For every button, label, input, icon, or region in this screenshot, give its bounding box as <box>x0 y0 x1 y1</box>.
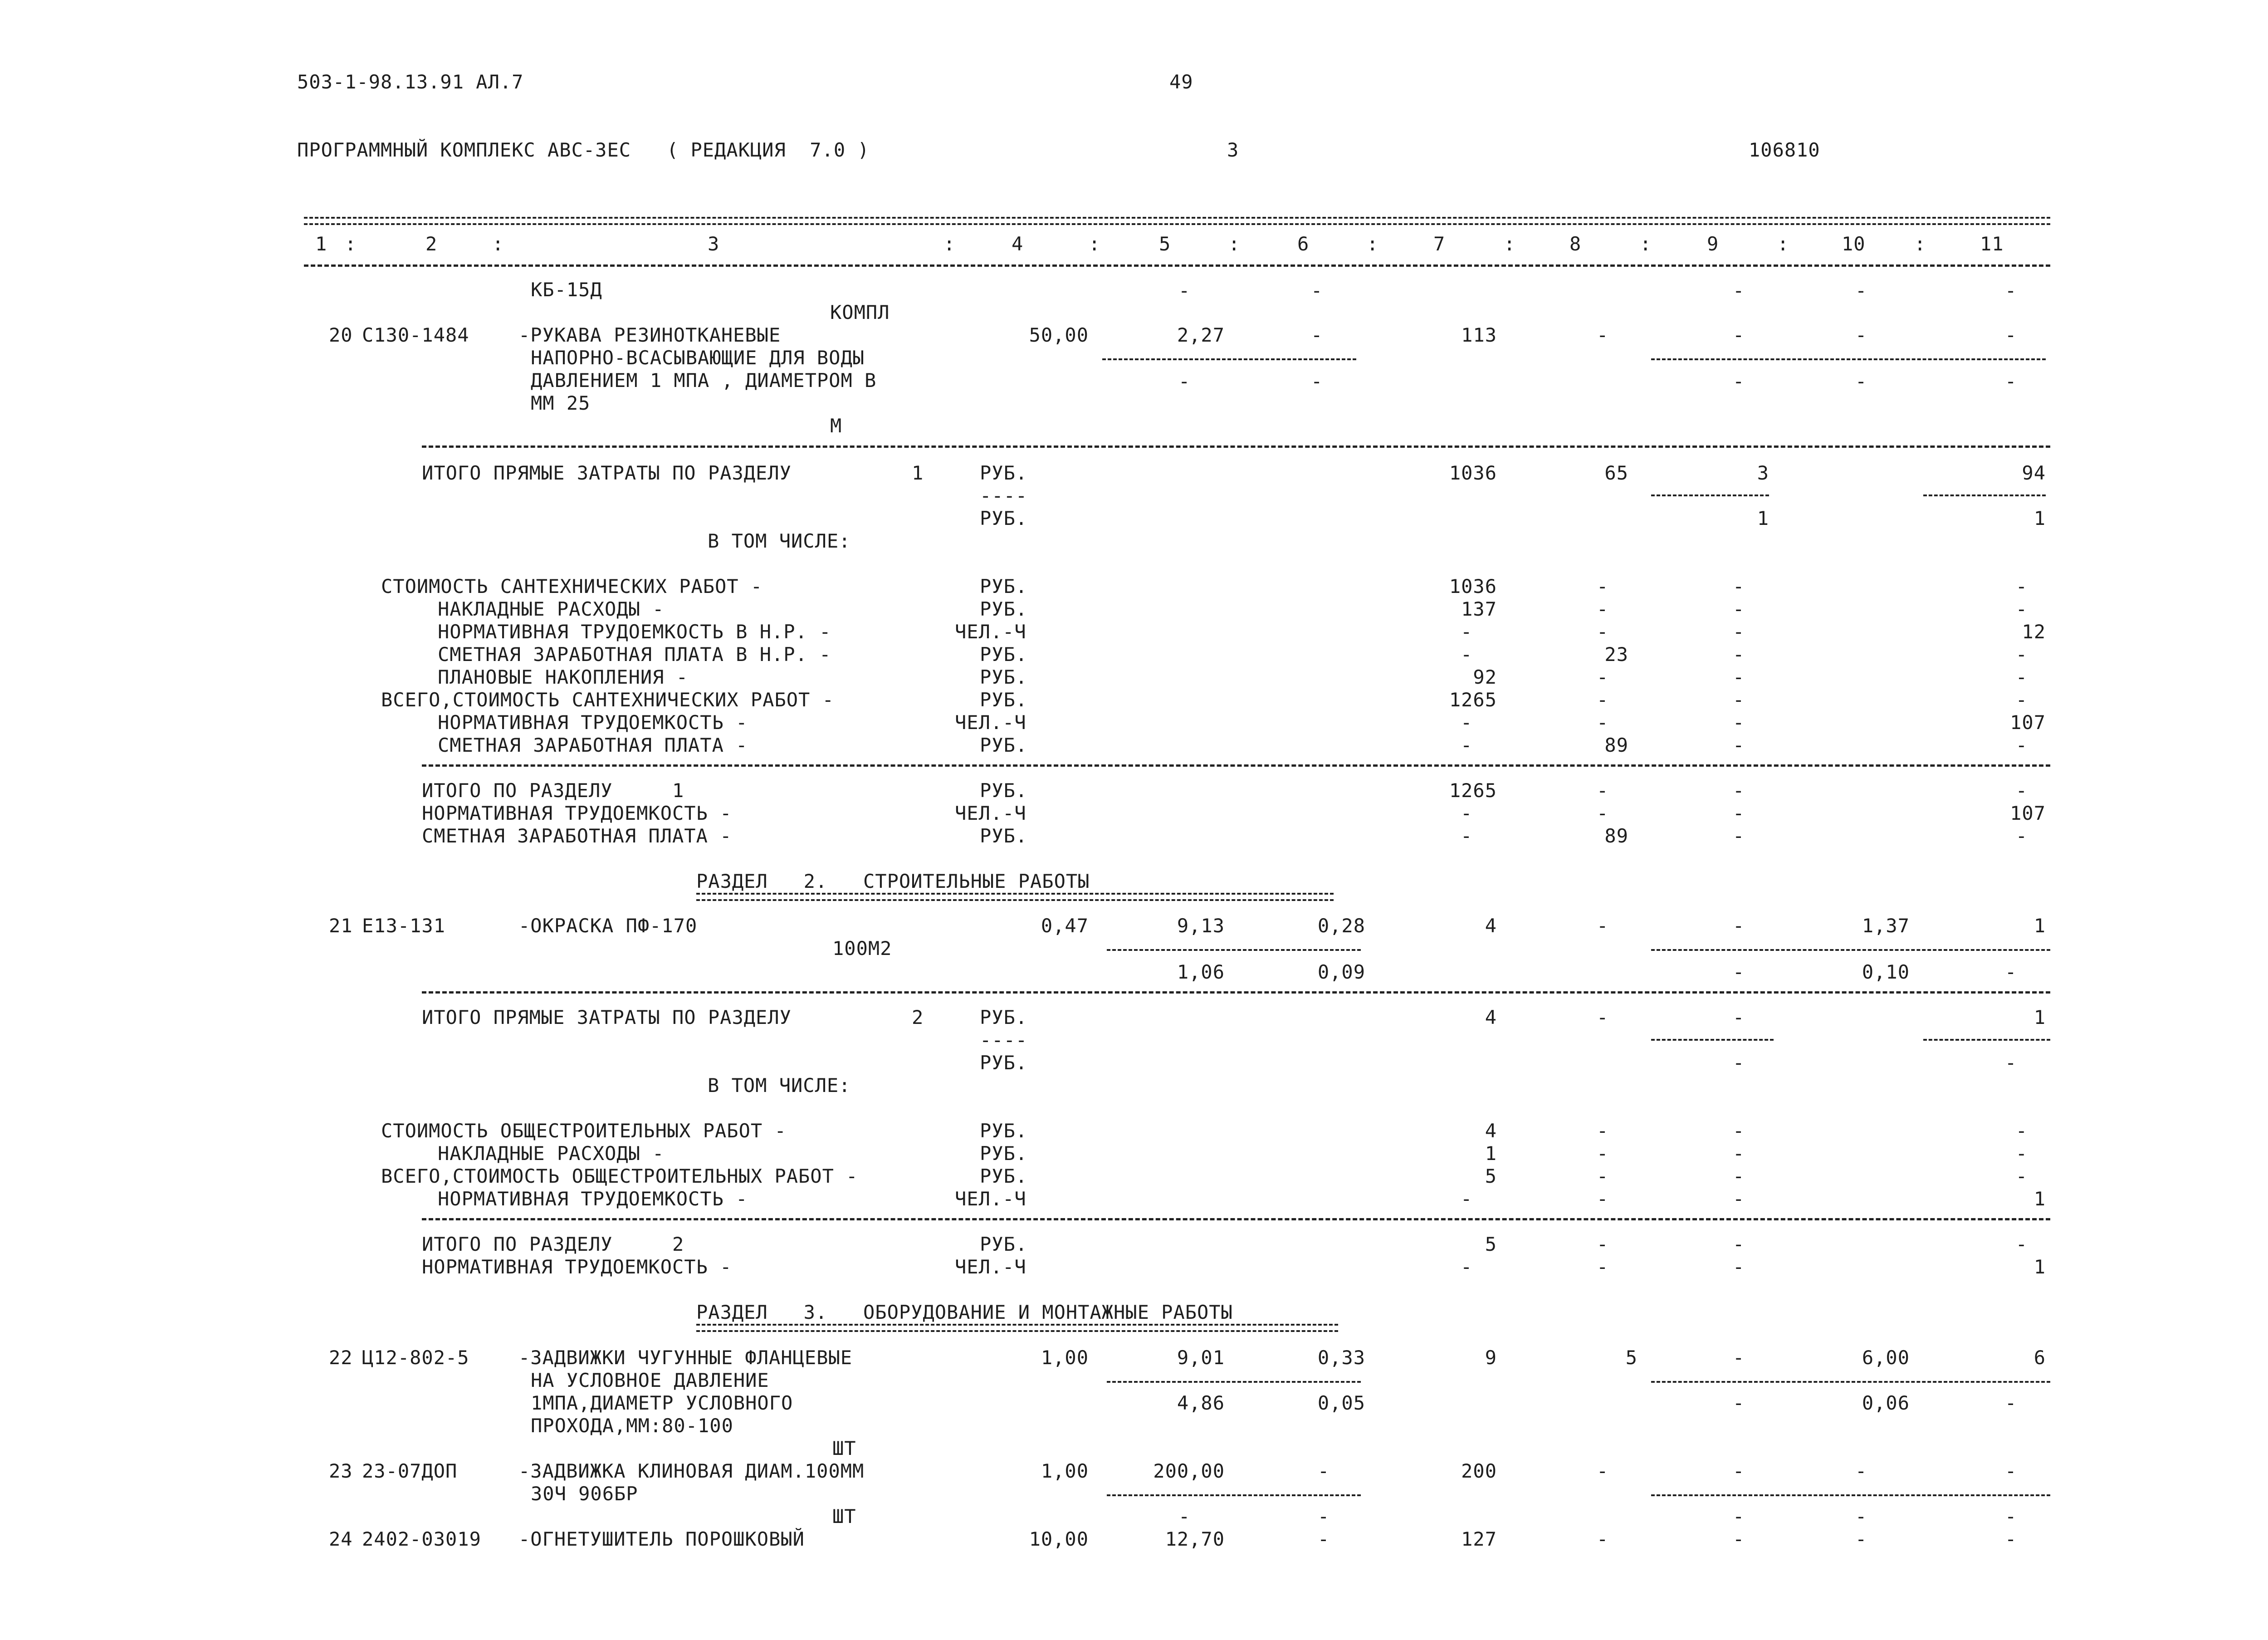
cell: - <box>1733 575 1745 597</box>
cell: - <box>1733 324 1745 346</box>
item-quantity: 1,00 <box>1041 1346 1089 1369</box>
cell: - <box>1733 915 1745 937</box>
sub-rule <box>1923 1039 2050 1041</box>
sub-rule <box>1107 1494 1361 1496</box>
cell: 89 <box>1604 734 1628 756</box>
cell: - <box>1733 961 1745 983</box>
cell: - <box>2015 1142 2028 1165</box>
cell: - <box>1597 575 1609 597</box>
cell: 107 <box>2010 802 2046 824</box>
item-name: ДАВЛЕНИЕМ 1 МПА , ДИАМЕТРОМ В <box>531 369 877 392</box>
cell: 0,05 <box>1317 1392 1365 1414</box>
total-label: ИТОГО ПРЯМЫЕ ЗАТРАТЫ ПО РАЗДЕЛУ <box>422 462 792 484</box>
section-title-underline <box>696 893 1334 901</box>
cell: 200 <box>1461 1460 1497 1482</box>
unit: РУБ. <box>980 779 1028 802</box>
cell: - <box>1733 1505 1745 1527</box>
cell: 92 <box>1473 666 1497 688</box>
cell: - <box>1733 825 1745 847</box>
unit: ЧЕЛ.-Ч <box>955 1256 1026 1278</box>
col-header: 8 <box>1569 233 1582 255</box>
cell: 200,00 <box>1153 1460 1225 1482</box>
cell: - <box>1733 279 1745 302</box>
cell: - <box>1733 1392 1745 1414</box>
cell: 4,86 <box>1177 1392 1225 1414</box>
unit: РУБ. <box>980 825 1028 847</box>
cell: - <box>2005 279 2017 302</box>
cell: - <box>1597 711 1609 734</box>
cell: 1 <box>2033 1006 2046 1028</box>
sub-rule <box>1651 949 2050 951</box>
cell: 1036 <box>1449 575 1497 597</box>
cell: - <box>1733 1528 1745 1550</box>
sub-rule <box>1651 494 1769 496</box>
cell: - <box>2015 575 2028 597</box>
cell: - <box>1178 279 1191 302</box>
cell: - <box>2005 370 2017 392</box>
cell: 1 <box>2033 915 2046 937</box>
unit: ЧЕЛ.-Ч <box>955 1188 1026 1210</box>
breakdown-label: ПЛАНОВЫЕ НАКОПЛЕНИЯ - <box>438 666 689 688</box>
cell: 94 <box>2022 462 2046 484</box>
cell: - <box>2005 324 2017 346</box>
cell: 5 <box>1625 1346 1637 1369</box>
cell: - <box>2005 961 2017 983</box>
col-header: 7 <box>1433 233 1446 255</box>
header-double-rule <box>304 217 2050 225</box>
section-title-underline <box>696 1324 1338 1332</box>
item-code: С130-1484 <box>362 324 469 346</box>
cell: - <box>1597 1165 1609 1187</box>
cell: 1 <box>1485 1142 1497 1165</box>
unit: ЧЕЛ.-Ч <box>955 621 1026 643</box>
unit: РУБ. <box>980 1142 1028 1165</box>
cell: - <box>1178 370 1191 392</box>
cell: - <box>1461 643 1473 666</box>
item-name: -ЗАДВИЖКА КЛИНОВАЯ ДИАМ.100ММ <box>518 1460 865 1482</box>
item-quantity: 1,00 <box>1041 1460 1089 1482</box>
unit: РУБ. <box>980 507 1028 529</box>
breakdown-label: СТОИМОСТЬ ОБЩЕСТРОИТЕЛЬНЫХ РАБОТ - <box>381 1120 787 1142</box>
subheading: В ТОМ ЧИСЛЕ: <box>708 530 851 552</box>
unit: РУБ. <box>980 1120 1028 1142</box>
cell: 2,27 <box>1177 324 1225 346</box>
cell: 0,28 <box>1317 915 1365 937</box>
cell: - <box>1318 1505 1330 1527</box>
section-rule <box>422 1218 2050 1220</box>
cell: 5 <box>1485 1165 1497 1187</box>
total-label: НОРМАТИВНАЯ ТРУДОЕМКОСТЬ - <box>422 1256 732 1278</box>
cell: - <box>1461 1188 1473 1210</box>
breakdown-label: НОРМАТИВНАЯ ТРУДОЕМКОСТЬ - <box>438 1188 748 1210</box>
cell: - <box>2005 1505 2017 1527</box>
breakdown-label: СМЕТНАЯ ЗАРАБОТНАЯ ПЛАТА В Н.Р. - <box>438 643 831 666</box>
cell: 0,09 <box>1317 961 1365 983</box>
cell: - <box>1311 324 1323 346</box>
sub-rule <box>1107 1381 1361 1383</box>
subheading: В ТОМ ЧИСЛЕ: <box>708 1074 851 1097</box>
item-name: КБ-15Д <box>531 279 602 301</box>
cell: 4 <box>1485 915 1497 937</box>
cell: - <box>1733 598 1745 620</box>
item-code: 23-07ДОП <box>362 1460 458 1482</box>
cell: - <box>1733 1188 1745 1210</box>
cell: - <box>2005 1528 2017 1550</box>
col-header: 5 <box>1159 233 1171 255</box>
item-quantity: 50,00 <box>1029 324 1089 346</box>
item-name: -ОГНЕТУШИТЕЛЬ ПОРОШКОВЫЙ <box>518 1528 805 1550</box>
cell: 12,70 <box>1165 1528 1225 1550</box>
cell: - <box>1733 711 1745 734</box>
item-number: 20 <box>329 324 353 346</box>
section-rule <box>422 764 2050 767</box>
item-unit: М <box>830 415 842 437</box>
cell: 1 <box>2033 1188 2046 1210</box>
col-header: 3 <box>708 233 720 255</box>
cell: - <box>2015 598 2028 620</box>
unit: РУБ. <box>980 462 1028 484</box>
item-name: -ЗАДВИЖКИ ЧУГУННЫЕ ФЛАНЦЕВЫЕ <box>518 1346 853 1369</box>
cell: - <box>1597 621 1609 643</box>
cell: - <box>1733 643 1745 666</box>
cell: 9,13 <box>1177 915 1225 937</box>
section-rule <box>422 991 2050 994</box>
cell: - <box>2015 779 2028 802</box>
item-number: 21 <box>329 915 353 937</box>
cell: - <box>2015 666 2028 688</box>
item-unit: ШТ <box>832 1505 856 1527</box>
sub-rule <box>1651 1494 2050 1496</box>
cell: - <box>1733 779 1745 802</box>
cell: - <box>2015 734 2028 756</box>
cell: 9 <box>1485 1346 1497 1369</box>
breakdown-label: НОРМАТИВНАЯ ТРУДОЕМКОСТЬ В Н.Р. - <box>438 621 831 643</box>
cell: - <box>1733 1142 1745 1165</box>
cell: 1,37 <box>1862 915 1910 937</box>
cell: 1265 <box>1449 779 1497 802</box>
breakdown-label: НАКЛАДНЫЕ РАСХОДЫ - <box>438 598 665 620</box>
col-header: 11 <box>1980 233 2004 255</box>
total-label: ИТОГО ПО РАЗДЕЛУ 2 <box>422 1233 684 1255</box>
sub-rule <box>1923 494 2046 496</box>
cell: - <box>2005 1460 2017 1482</box>
sub-rule <box>1107 949 1361 951</box>
cell: 113 <box>1461 324 1497 346</box>
total-label: ИТОГО ПРЯМЫЕ ЗАТРАТЫ ПО РАЗДЕЛУ <box>422 1006 792 1028</box>
cell: - <box>1318 1528 1330 1550</box>
cell: - <box>1597 802 1609 824</box>
cell: - <box>1461 825 1473 847</box>
item-name: ПРОХОДА,ММ:80-100 <box>531 1415 733 1437</box>
unit: РУБ. <box>980 734 1028 756</box>
cell: - <box>1318 1460 1330 1482</box>
cell: - <box>1733 802 1745 824</box>
cell: - <box>1597 324 1609 346</box>
item-name: -ОКРАСКА ПФ-170 <box>518 915 698 937</box>
cell: - <box>1597 779 1609 802</box>
cell: 12 <box>2022 621 2046 643</box>
cell: - <box>1311 370 1323 392</box>
program-title: ПРОГРАММНЫЙ КОМПЛЕКС АВС-3ЕС ( РЕДАКЦИЯ 7.0 ) <box>297 139 870 161</box>
cell: - <box>1733 1233 1745 1255</box>
unit: ---- <box>980 1029 1028 1051</box>
cell: - <box>1855 1528 1867 1550</box>
cell: 0,10 <box>1862 961 1910 983</box>
cell: - <box>1461 1256 1473 1278</box>
cell: - <box>1597 915 1609 937</box>
breakdown-label: НАКЛАДНЫЕ РАСХОДЫ - <box>438 1142 665 1165</box>
cell: - <box>1597 1460 1609 1482</box>
col-header: 1 <box>315 233 327 255</box>
unit: ЧЕЛ.-Ч <box>955 802 1026 824</box>
item-quantity: 10,00 <box>1029 1528 1089 1550</box>
cell: - <box>1178 1505 1191 1527</box>
cell: 4 <box>1485 1120 1497 1142</box>
cell: - <box>1733 1165 1745 1187</box>
cell: - <box>2015 643 2028 666</box>
cell: - <box>1733 1460 1745 1482</box>
cell: - <box>2015 1120 2028 1142</box>
cell: 1,06 <box>1177 961 1225 983</box>
breakdown-label: СМЕТНАЯ ЗАРАБОТНАЯ ПЛАТА - <box>438 734 748 756</box>
cell: 65 <box>1604 462 1628 484</box>
cell: - <box>1461 711 1473 734</box>
item-code: Ц12-802-5 <box>362 1346 469 1369</box>
cell: - <box>1461 802 1473 824</box>
cell: - <box>1597 1142 1609 1165</box>
cell: - <box>1733 1006 1745 1028</box>
section-number: 2 <box>912 1006 924 1028</box>
cell: 107 <box>2010 711 2046 734</box>
cell: 23 <box>1604 643 1628 666</box>
cell: - <box>1733 370 1745 392</box>
cell: - <box>1597 1256 1609 1278</box>
breakdown-label: СТОИМОСТЬ САНТЕХНИЧЕСКИХ РАБОТ - <box>381 575 763 597</box>
cell: 1 <box>1757 507 1769 529</box>
cell: 6 <box>2033 1346 2046 1369</box>
unit: РУБ. <box>980 689 1028 711</box>
cell: 1 <box>2033 507 2046 529</box>
cell: - <box>1855 370 1867 392</box>
cell: - <box>1597 1188 1609 1210</box>
total-label: НОРМАТИВНАЯ ТРУДОЕМКОСТЬ - <box>422 802 732 824</box>
cell: 4 <box>1485 1006 1497 1028</box>
item-name: 1МПА,ДИАМЕТР УСЛОВНОГО <box>531 1392 793 1414</box>
unit: РУБ. <box>980 1233 1028 1255</box>
col-header: 9 <box>1707 233 1719 255</box>
cell: - <box>1855 1460 1867 1482</box>
cell: - <box>2015 1165 2028 1187</box>
cell: - <box>1597 666 1609 688</box>
section-title: РАЗДЕЛ 2. СТРОИТЕЛЬНЫЕ РАБОТЫ <box>696 870 1090 892</box>
sheet-number: 3 <box>1227 139 1239 161</box>
cell: - <box>1597 1233 1609 1255</box>
cell: - <box>1311 279 1323 302</box>
cell: - <box>1597 598 1609 620</box>
total-label: СМЕТНАЯ ЗАРАБОТНАЯ ПЛАТА - <box>422 825 732 847</box>
col-header: 2 <box>425 233 438 255</box>
cell: - <box>1855 279 1867 302</box>
header-bottom-rule <box>304 264 2050 267</box>
section-number: 1 <box>912 462 924 484</box>
unit: РУБ. <box>980 575 1028 597</box>
total-label: ИТОГО ПО РАЗДЕЛУ 1 <box>422 779 684 802</box>
cell: - <box>1855 324 1867 346</box>
unit: РУБ. <box>980 1006 1028 1028</box>
document-number: 106810 <box>1749 139 1820 161</box>
sub-rule <box>1651 1381 2050 1383</box>
cell: 1265 <box>1449 689 1497 711</box>
unit: РУБ. <box>980 598 1028 620</box>
cell: 0,06 <box>1862 1392 1910 1414</box>
item-name: -РУКАВА РЕЗИНОТКАНЕВЫЕ <box>518 324 781 346</box>
item-code: Е13-131 <box>362 915 446 937</box>
cell: - <box>2015 1233 2028 1255</box>
item-quantity: 0,47 <box>1041 915 1089 937</box>
cell: 1036 <box>1449 462 1497 484</box>
unit: РУБ. <box>980 1165 1028 1187</box>
item-unit: КОМПЛ <box>830 301 890 323</box>
col-header: 6 <box>1297 233 1310 255</box>
cell: - <box>2015 825 2028 847</box>
item-unit: 100М2 <box>832 937 892 960</box>
col-header: 4 <box>1012 233 1024 255</box>
cell: - <box>1855 1505 1867 1527</box>
cell: - <box>1733 1256 1745 1278</box>
sub-rule <box>1102 358 1356 360</box>
breakdown-label: ВСЕГО,СТОИМОСТЬ САНТЕХНИЧЕСКИХ РАБОТ - <box>381 689 834 711</box>
unit: РУБ. <box>980 1052 1028 1074</box>
unit: ЧЕЛ.-Ч <box>955 711 1026 734</box>
cell: - <box>2005 1052 2017 1074</box>
cell: 3 <box>1757 462 1769 484</box>
cell: - <box>1461 734 1473 756</box>
cell: 1 <box>2033 1256 2046 1278</box>
unit: ---- <box>980 485 1028 507</box>
cell: - <box>1597 1120 1609 1142</box>
cell: 5 <box>1485 1233 1497 1255</box>
section-title: РАЗДЕЛ 3. ОБОРУДОВАНИЕ И МОНТАЖНЫЕ РАБОТЫ <box>696 1301 1233 1323</box>
unit: РУБ. <box>980 666 1028 688</box>
cell: 137 <box>1461 598 1497 620</box>
cell: 89 <box>1604 825 1628 847</box>
unit: РУБ. <box>980 643 1028 666</box>
col-header: 10 <box>1842 233 1866 255</box>
cell: - <box>1733 1346 1745 1369</box>
cell: - <box>1733 689 1745 711</box>
item-number: 24 <box>329 1528 353 1550</box>
breakdown-label: ВСЕГО,СТОИМОСТЬ ОБЩЕСТРОИТЕЛЬНЫХ РАБОТ - <box>381 1165 858 1187</box>
item-name: 30Ч 906БР <box>531 1483 638 1505</box>
cell: 0,33 <box>1317 1346 1365 1369</box>
cell: - <box>1597 1528 1609 1550</box>
cell: - <box>2005 1392 2017 1414</box>
document-code: 503-1-98.13.91 АЛ.7 <box>297 71 524 93</box>
item-name: НАПОРНО-ВСАСЫВАЮЩИЕ ДЛЯ ВОДЫ <box>531 347 865 369</box>
cell: - <box>1733 666 1745 688</box>
breakdown-label: НОРМАТИВНАЯ ТРУДОЕМКОСТЬ - <box>438 711 748 734</box>
cell: - <box>1461 621 1473 643</box>
cell: - <box>1733 1120 1745 1142</box>
cell: - <box>1733 1052 1745 1074</box>
cell: 6,00 <box>1862 1346 1910 1369</box>
cell: - <box>1597 689 1609 711</box>
cell: - <box>1733 621 1745 643</box>
page-number: 49 <box>1169 71 1193 93</box>
item-number: 23 <box>329 1460 353 1482</box>
item-name: ММ 25 <box>531 392 591 414</box>
item-number: 22 <box>329 1346 353 1369</box>
item-unit: ШТ <box>832 1437 856 1459</box>
sub-rule <box>1651 1039 1774 1041</box>
cell: 127 <box>1461 1528 1497 1550</box>
item-name: НА УСЛОВНОЕ ДАВЛЕНИЕ <box>531 1369 769 1391</box>
cell: - <box>1733 734 1745 756</box>
cell: - <box>2015 689 2028 711</box>
sub-rule <box>1651 358 2046 360</box>
item-code: 2402-03019 <box>362 1528 481 1550</box>
section-rule <box>422 445 2050 448</box>
cell: 9,01 <box>1177 1346 1225 1369</box>
cell: - <box>1597 1006 1609 1028</box>
